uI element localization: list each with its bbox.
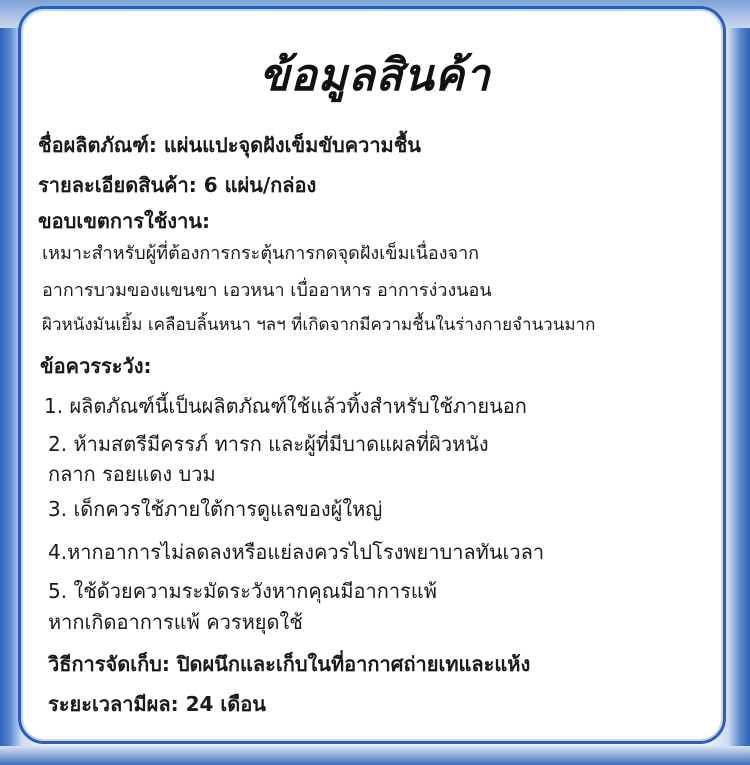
shelf-life: ระยะเวลามีผล: 24 เดือน bbox=[48, 692, 266, 716]
product-name: ชื่อผลิตภัณฑ์: แผ่นแปะจุดฝังเข็มขับความชื้น bbox=[38, 133, 421, 157]
caution-heading: ข้อควรระวัง: bbox=[40, 354, 152, 378]
product-details: รายละเอียดสินค้า: 6 แผ่น/กล่อง bbox=[38, 173, 317, 197]
scope-line-2: อาการบวมของแขนขา เอวหนา เบื่ออาหาร อาการง่วงนอน bbox=[42, 280, 492, 301]
scope-line-3: ผิวหนังมันเยิ้ม เคลือบลิ้นหนา ฯลฯ ที่เกิดจากมีความชื้นในร่างกายจำนวนมาก bbox=[42, 315, 596, 335]
caution-item-5-cont: หากเกิดอาการแพ้ ควรหยุดใช้ bbox=[48, 610, 303, 634]
caution-item-2: 2. ห้ามสตรีมีครรภ์ ทารก และผู้ที่มีบาดแผลที่ผิวหนัง bbox=[48, 432, 489, 456]
caution-item-1: 1. ผลิตภัณฑ์นี้เป็นผลิตภัณฑ์ใช้แล้วทิ้งสำหรับใช้ภายนอก bbox=[44, 394, 527, 418]
page-title: ข้อมูลสินค้า bbox=[259, 50, 491, 101]
scope-heading: ขอบเขตการใช้งาน: bbox=[38, 209, 210, 233]
caution-item-5: 5. ใช้ด้วยความระมัดระวังหากคุณมีอาการแพ้ bbox=[48, 579, 437, 603]
caution-item-3: 3. เด็กควรใช้ภายใต้การดูแลของผู้ใหญ่ bbox=[48, 497, 383, 521]
storage-method: วิธีการจัดเก็บ: ปิดผนึกและเก็บในที่อากาศถ่ายเทและแห้ง bbox=[48, 652, 531, 676]
bottom-gradient bbox=[0, 746, 750, 765]
scope-line-1: เหมาะสำหรับผู้ที่ต้องการกระตุ้นการกดจุดฝังเข็มเนื่องจาก bbox=[42, 243, 480, 264]
caution-item-4: 4.หากอาการไม่ลดลงหรือแย่ลงควรไปโรงพยาบาลทันเวลา bbox=[48, 540, 545, 564]
caution-item-2-cont: กลาก รอยแดง บวม bbox=[48, 462, 216, 486]
